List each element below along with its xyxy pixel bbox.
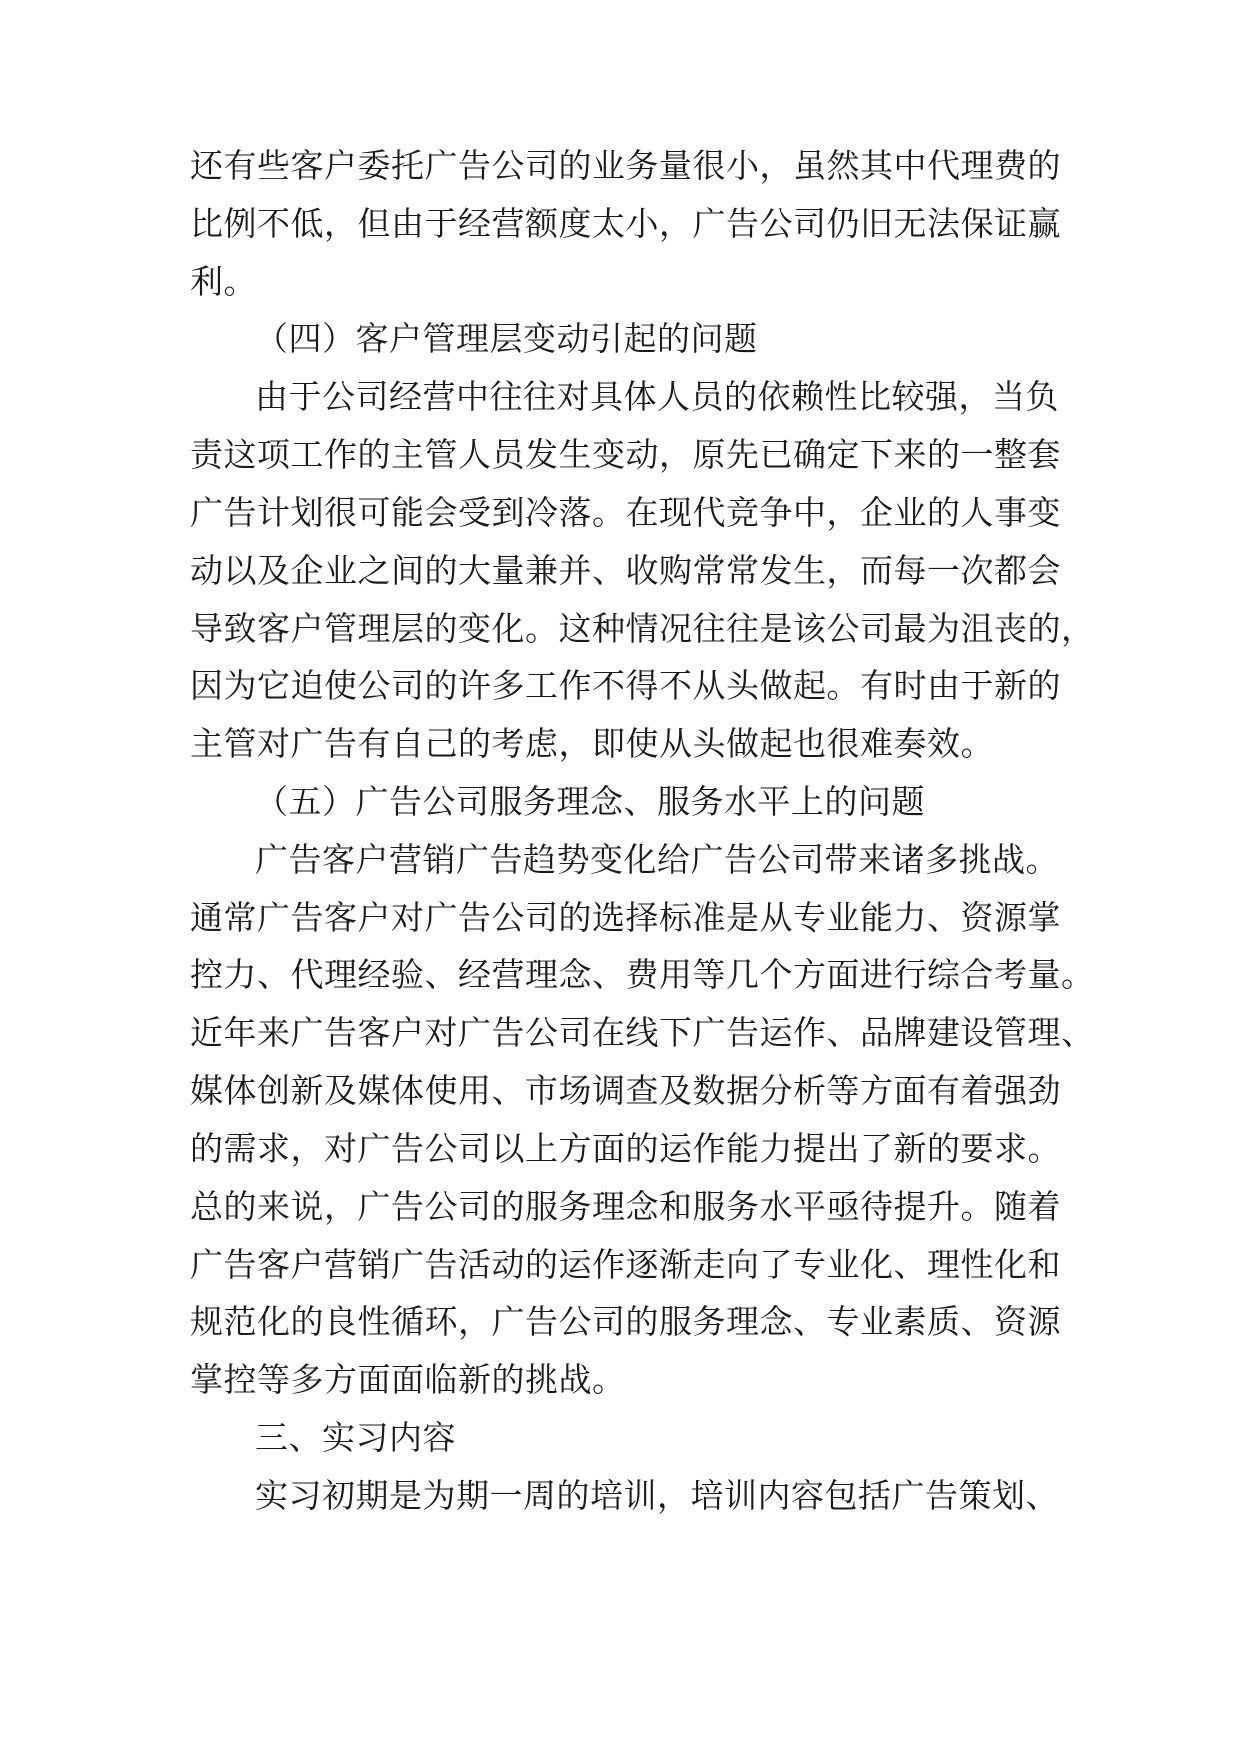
text-line: 的需求，对广告公司以上方面的运作能力提出了新的要求。 — [190, 1129, 1061, 1168]
text-line: 因为它迫使公司的许多工作不得不从头做起。有时由于新的 — [190, 666, 1061, 705]
text-line: 还有些客户委托广告公司的业务量很小，虽然其中代理费的 — [190, 146, 1061, 185]
text-line: 导致客户管理层的变化。这种情况往往是该公司最为沮丧的， — [190, 609, 1095, 648]
text-line: 实习初期是为期一周的培训，培训内容包括广告策划、 — [255, 1476, 1059, 1515]
text-line: 广告计划很可能会受到冷落。在现代竞争中，企业的人事变 — [190, 493, 1061, 532]
text-line: 利。 — [190, 262, 257, 301]
section-heading: （四）客户管理层变动引起的问题 — [255, 319, 758, 358]
text-line: 通常广告客户对广告公司的选择标准是从专业能力、资源掌 — [190, 898, 1061, 937]
text-line: 由于公司经营中往往对具体人员的依赖性比较强，当负 — [255, 377, 1059, 416]
text-line: 控力、代理经验、经营理念、费用等几个方面进行综合考量。 — [190, 955, 1095, 994]
text-line: 近年来广告客户对广告公司在线下广告运作、品牌建设管理、 — [190, 1013, 1095, 1052]
text-line: 比例不低，但由于经营额度太小，广告公司仍旧无法保证赢 — [190, 204, 1061, 243]
text-line: 媒体创新及媒体使用、市场调查及数据分析等方面有着强劲 — [190, 1071, 1061, 1110]
text-line: 规范化的良性循环，广告公司的服务理念、专业素质、资源 — [190, 1302, 1061, 1341]
text-line: 主管对广告有自己的考虑，即使从头做起也很难奏效。 — [190, 724, 994, 763]
section-heading: 三、实习内容 — [255, 1418, 456, 1457]
text-line: 广告客户营销广告活动的运作逐渐走向了专业化、理性化和 — [190, 1245, 1061, 1284]
text-line: 责这项工作的主管人员发生变动，原先已确定下来的一整套 — [190, 435, 1061, 474]
text-line: 总的来说，广告公司的服务理念和服务水平亟待提升。随着 — [190, 1187, 1061, 1226]
section-heading: （五）广告公司服务理念、服务水平上的问题 — [255, 782, 925, 821]
text-line: 动以及企业之间的大量兼并、收购常常发生，而每一次都会 — [190, 551, 1061, 590]
text-line: 广告客户营销广告趋势变化给广告公司带来诸多挑战。 — [255, 840, 1059, 879]
text-line: 掌控等多方面面临新的挑战。 — [190, 1360, 626, 1399]
